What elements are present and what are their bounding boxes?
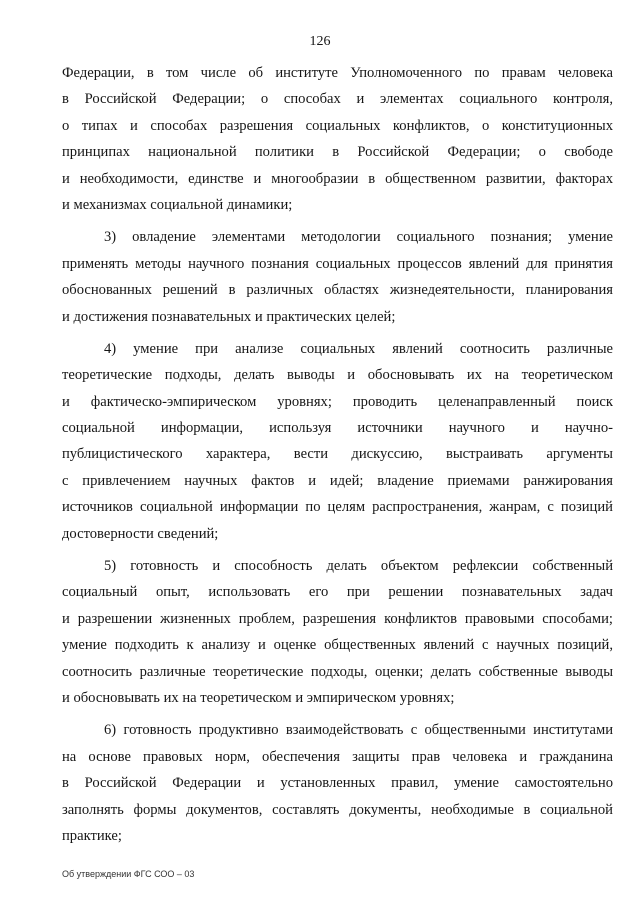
text-line: и фактическо-эмпирическом уровнях; проводить целенаправленный поиск [62, 393, 613, 410]
text-line: практике; [62, 827, 122, 844]
text-line: теоретические подходы, делать выводы и обосновывать их на теоретическом [62, 367, 613, 384]
text-line: с привлечением научных фактов и идей; владение приемами ранжирования [62, 472, 613, 489]
page-number: 126 [309, 34, 331, 49]
text-line: применять методы научного познания социальных процессов явлений для принятия [62, 255, 613, 272]
text-line: и разрешении жизненных проблем, разрешения конфликтов правовыми способами; [62, 610, 613, 627]
text-line: заполнять формы документов, составлять документы, необходимые в социальной [62, 801, 613, 818]
text-line: Федерации, в том числе об институте Уполномоченного по правам человека [62, 65, 613, 81]
paragraph [62, 224, 613, 330]
text-line: и механизмах социальной динамики; [62, 196, 293, 213]
text-line: социальный опыт, использовать его при решении познавательных задач [62, 584, 613, 601]
text-line: социальной информации, используя источники научного и научно- [62, 420, 613, 437]
paragraph [62, 553, 613, 711]
text-line: публицистического характера, вести дискуссию, выстраивать аргументы [62, 446, 613, 463]
paragraph [62, 717, 613, 849]
text-line: 5) готовность и способность делать объектом рефлексии собственный [104, 558, 613, 575]
text-line: источников социальной информации по целям распространения, жанрам, с позиций [62, 499, 613, 516]
text-line: 6) готовность продуктивно взаимодействовать с общественными институтами [104, 722, 613, 739]
text-line: 3) овладение элементами методологии социального познания; умение [104, 229, 613, 246]
text-line: о типах и способах разрешения социальных конфликтов, о конституционных [62, 117, 613, 134]
text-line: в Российской Федерации и установленных правил, умение самостоятельно [62, 775, 613, 792]
paragraph [62, 336, 613, 547]
text-line: соотносить различные теоретические подходы, оценки; делать собственные выводы [62, 663, 613, 680]
paragraph [62, 60, 613, 218]
text-line: достоверности сведений; [62, 525, 219, 542]
body-text [62, 60, 613, 849]
text-line: на основе правовых норм, обеспечения защиты прав человека и гражданина [62, 748, 613, 765]
text-line: умение подходить к анализу и оценке общественных явлений с научных позиций, [62, 637, 613, 654]
text-line: в Российской Федерации; о способах и элементах социального контроля, [62, 91, 613, 108]
text-line: и необходимости, единстве и многообразии в общественном развитии, факторах [62, 170, 613, 187]
text-line: принципах национальной политики в Российской Федерации; о свободе [62, 144, 613, 161]
text-line: 4) умение при анализе социальных явлений соотносить различные [104, 340, 613, 357]
text-line: обоснованных решений в различных областях жизнедеятельности, планирования [62, 282, 613, 299]
text-line: и достижения познавательных и практических целей; [62, 308, 396, 325]
document-footer: Об утверждении ФГС СОО – 03 [62, 869, 195, 879]
text-line: и обосновывать их на теоретическом и эмпирическом уровнях; [62, 689, 455, 706]
